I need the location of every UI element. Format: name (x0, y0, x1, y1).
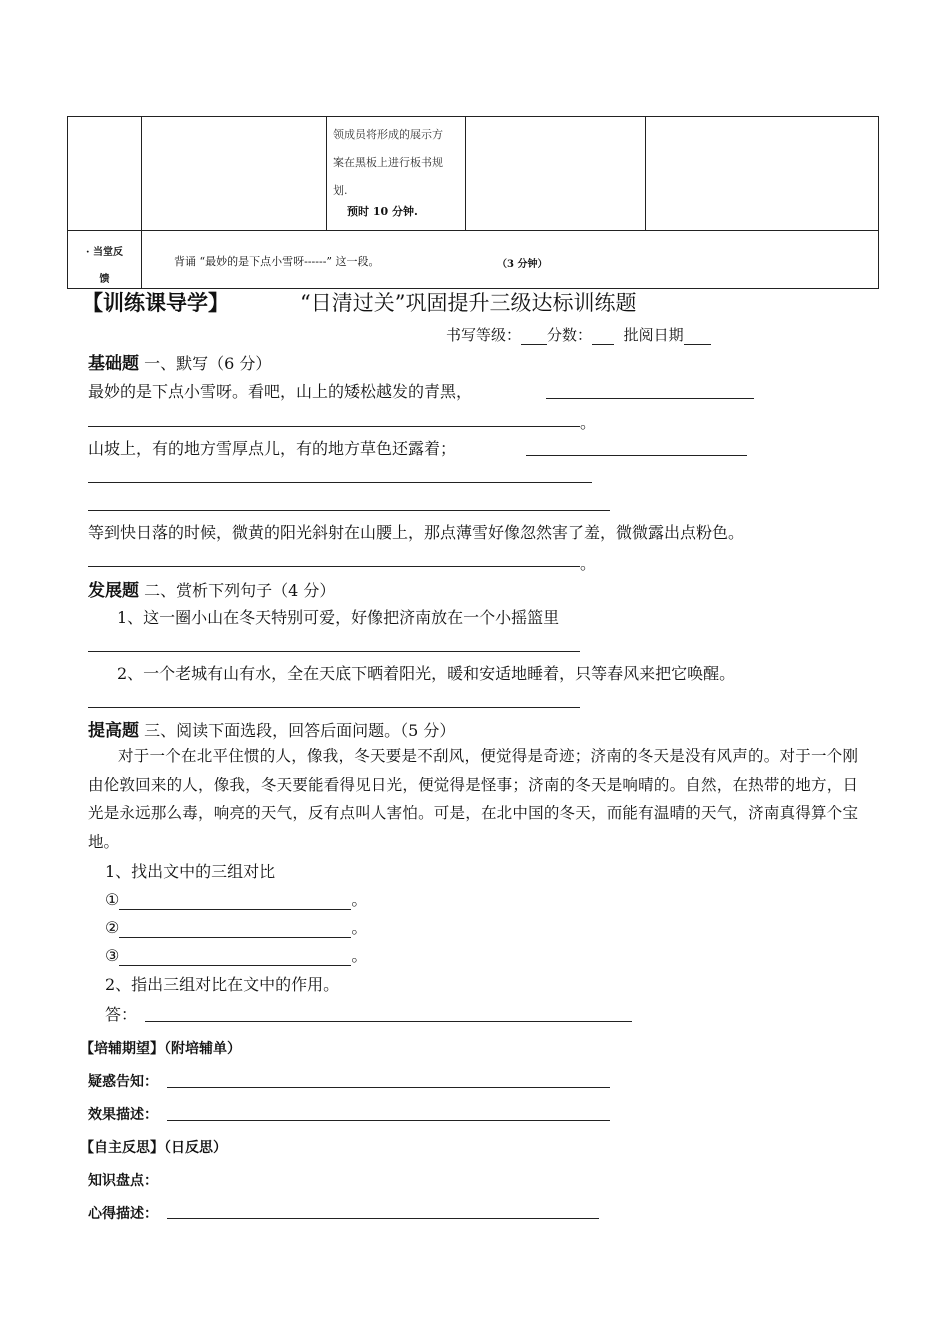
cell-text-line: 案在黑板上进行板书规 (333, 156, 443, 169)
answer-line[interactable] (145, 1021, 632, 1022)
date-label: 批阅日期 (623, 326, 684, 344)
advanced-title: 三、阅读下面选段，回答后面问题。（5 分） (144, 721, 456, 740)
answer-row (105, 915, 367, 938)
page-title: “日清过关”巩固提升三级达标训练题 (300, 291, 637, 315)
doubt-line[interactable] (167, 1087, 610, 1088)
basic-line-6: 等到快日落的时候，微黄的阳光斜射在山腰上，那点薄雪好像忽然害了羞，微微露出点粉色。 (88, 523, 745, 542)
date-blank (684, 344, 711, 345)
table-row (68, 117, 879, 231)
feedback-label: 馈 (99, 274, 110, 285)
advanced-section-title (88, 716, 455, 741)
effect-line[interactable] (167, 1120, 610, 1121)
answer-row (105, 887, 367, 910)
period: 。 (351, 918, 368, 937)
knowledge-label: 知识盘点： (88, 1173, 158, 1189)
answer-label-row (105, 1002, 137, 1025)
blank-line (88, 426, 580, 427)
marker-2: ② (105, 918, 120, 937)
blank-line (88, 482, 592, 483)
develop-title: 二、赏析下列句子（4 分） (144, 581, 336, 600)
develop-q2: 2、一个老城有山有水，全在天底下晒着阳光，暖和安适地睡着，只等春风来把它唤醒。 (117, 664, 736, 683)
period: 。 (580, 554, 597, 573)
grading-row (446, 324, 711, 345)
score-blank (592, 344, 614, 345)
basic-title: 一、默写（6 分） (144, 354, 272, 373)
insight-label: 心得描述： (88, 1206, 158, 1222)
grade-label: 书写等级： (446, 326, 522, 344)
doubt-label: 疑惑告知： (88, 1074, 158, 1090)
table-cell (327, 117, 466, 231)
blank-line (88, 566, 580, 567)
feedback-label: · 当堂反 (86, 247, 123, 258)
table-cell (68, 117, 142, 231)
answer-blank[interactable] (119, 919, 351, 938)
feedback-time: （3 分钟） (497, 259, 548, 270)
blank-line (88, 510, 610, 511)
reading-passage (88, 742, 858, 856)
blank-line (88, 651, 580, 652)
blank-line (546, 398, 754, 399)
cell-text-line: 领成员将形成的展示方 (333, 128, 443, 141)
answer-blank[interactable] (119, 891, 351, 910)
score-label: 分数： (547, 326, 593, 344)
period: 。 (351, 890, 368, 909)
period: 。 (351, 946, 368, 965)
basic-line-1: 最妙的是下点小雪呀。看吧，山上的矮松越发的青黑， (88, 382, 473, 401)
marker-3: ③ (105, 946, 120, 965)
advanced-q2: 2、指出三组对比在文中的作用。 (105, 975, 340, 994)
table-cell (142, 117, 327, 231)
advanced-q1: 1、找出文中的三组对比 (105, 862, 276, 881)
tutoring-title: 【培辅期望】（附培辅单） (80, 1041, 241, 1057)
section-bracket-title: 【训练课导学】 (82, 290, 229, 315)
feedback-label-cell (68, 231, 142, 289)
develop-section-title (88, 576, 335, 601)
cell-time: 预时 10 分钟. (347, 205, 418, 218)
reflection-title: 【自主反思】（日反思） (80, 1140, 227, 1156)
basic-section-title (88, 349, 271, 374)
advanced-heading: 提高题 (88, 721, 139, 741)
basic-line-3: 山坡上，有的地方雪厚点儿，有的地方草色还露着； (88, 439, 457, 458)
basic-heading: 基础题 (88, 354, 139, 374)
cell-text-line: 划. (333, 184, 348, 197)
table-row (68, 231, 879, 289)
effect-label: 效果描述： (88, 1107, 158, 1123)
passage-text: 对于一个在北平住惯的人，像我，冬天要是不刮风，便觉得是奇迹；济南的冬天是没有风声的。对于一个刚由伦敦回来的人，像我，冬天要能看得见日光，便觉得是怪事；济南的冬天是响晴的。自然，在热带的地方，日光是永远那么毒，响亮的天气，反有点叫人害怕。可是，在北中国的冬天，而能有温晴的天气，济南真得算个宝地。 (88, 747, 858, 851)
develop-q1: 1、这一圈小山在冬天特别可爱，好像把济南放在一个小摇篮里 (117, 608, 560, 627)
answer-label: 答： (105, 1005, 138, 1024)
lesson-table (67, 116, 879, 289)
answer-blank[interactable] (119, 947, 351, 966)
answer-row (105, 943, 367, 966)
table-cell (466, 117, 646, 231)
period: 。 (580, 413, 597, 432)
insight-line[interactable] (167, 1218, 599, 1219)
table-cell (646, 117, 879, 231)
feedback-content-cell (142, 231, 879, 289)
blank-line (88, 707, 580, 708)
feedback-task: 背诵 “最妙的是下点小雪呀------” 这一段。 (174, 255, 380, 268)
develop-heading: 发展题 (88, 581, 139, 601)
marker-1: ① (105, 890, 120, 909)
blank-line (526, 455, 747, 456)
grade-blank (521, 344, 547, 345)
